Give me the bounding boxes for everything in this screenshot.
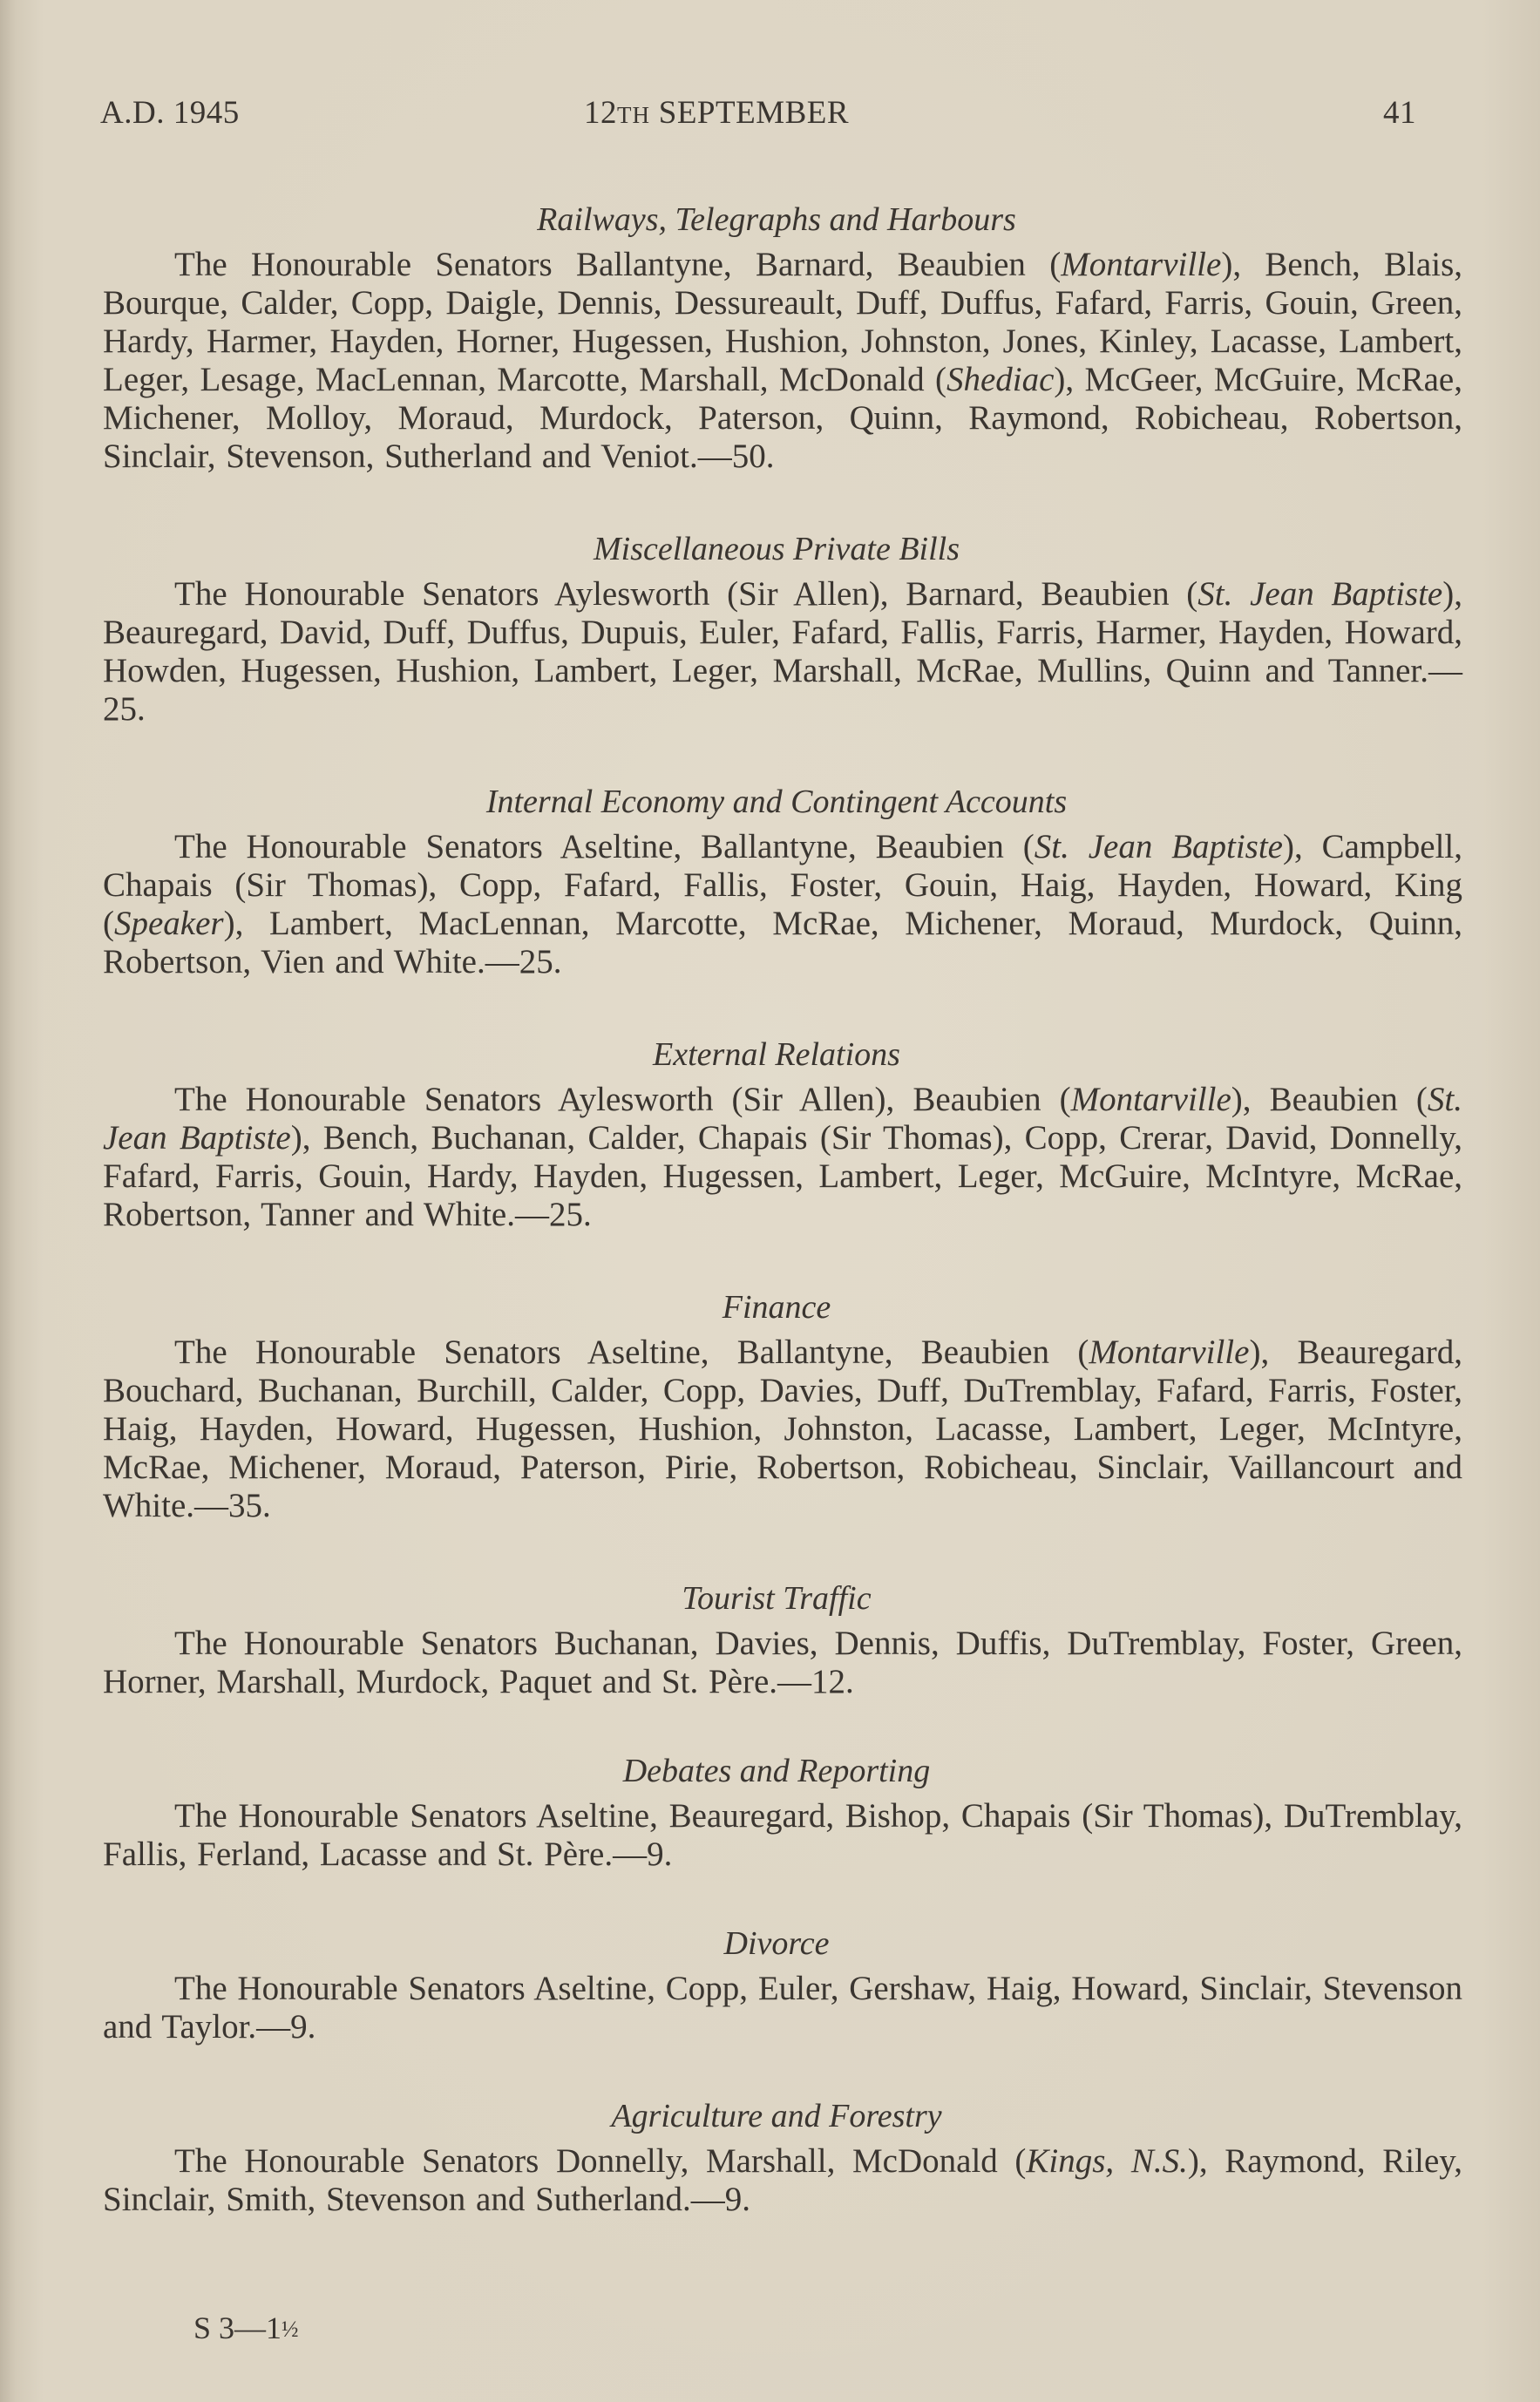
section-members: The Honourable Senators Ballantyne, Barnard, Beaubien (Montarville), Bench, Blais, Bourque, Calder, Copp, Daigle, Dennis, Dessureault, Duff, Duffus, Fafard, Farris, Gouin, Green, Hardy, Harmer, Hayden, Horner, Hugessen, Hushion, Johnston, Jones, Kinley, Lacasse, Lambert, Leger, Lesage, MacLennan, Marcotte, Marshall, McDonald (Shediac), McGeer, McGuire, McRae, Michener, Molloy, Moraud, Murdock, Paterson, Quinn, Raymond, Robicheau, Robertson, Sinclair, Stevenson, Sutherland and Veniot.—50.	[103, 246, 1463, 475]
section-members: The Honourable Senators Aseltine, Beauregard, Bishop, Chapais (Sir Thomas), DuTremblay, Fallis, Ferland, Lacasse and St. Père.—9.	[103, 1797, 1462, 1873]
committee-section	[103, 1286, 1462, 1525]
header-date-month: SEPTEMBER	[658, 95, 850, 131]
section-heading: Agriculture and Forestry	[611, 2098, 942, 2134]
header-date	[584, 94, 849, 132]
committee-section	[103, 781, 1462, 981]
committee-section	[103, 1750, 1462, 1874]
signature-mark: S 3—1	[193, 2310, 282, 2345]
committee-list	[103, 199, 1462, 2219]
section-members: The Honourable Senators Aseltine, Ballantyne, Beaubien (Montarville), Beauregard, Bouchard, Buchanan, Burchill, Calder, Copp, Davies, Duff, DuTremblay, Fafard, Farris, Foster, Haig, Hayden, Howard, Hugessen, Hushion, Johnston, Lacasse, Lambert, Leger, McIntyre, McRae, Michener, Moraud, Paterson, Pirie, Robertson, Robicheau, Sinclair, Vaillancourt and White.—35.	[103, 1333, 1462, 1524]
page-number: 41	[1383, 95, 1416, 131]
section-heading: Miscellaneous Private Bills	[593, 531, 960, 567]
committee-section	[103, 1923, 1462, 2046]
committee-section	[103, 2095, 1462, 2219]
header-year: A.D. 1945	[100, 95, 240, 131]
section-members: The Honourable Senators Donnelly, Marshall, McDonald (Kings, N.S.), Raymond, Riley, Sinclair, Smith, Stevenson and Sutherland.—9.	[103, 2142, 1462, 2218]
committee-section	[103, 1578, 1462, 1701]
section-members: The Honourable Senators Aseltine, Ballantyne, Beaubien (St. Jean Baptiste), Campbell, Chapais (Sir Thomas), Copp, Fafard, Fallis, Foster, Gouin, Haig, Hayden, Howard, King (Speaker), Lambert, MacLennan, Marcotte, McRae, Michener, Moraud, Murdock, Quinn, Robertson, Vien and White.—25.	[103, 828, 1462, 980]
section-members: The Honourable Senators Buchanan, Davies, Dennis, Duffis, DuTremblay, Foster, Green, Horner, Marshall, Murdock, Paquet and St. Père.—12.	[103, 1625, 1462, 1700]
section-members: The Honourable Senators Aylesworth (Sir Allen), Barnard, Beaubien (St. Jean Baptiste), Beauregard, David, Duff, Duffus, Dupuis, Euler, Fafard, Fallis, Farris, Harmer, Hayden, Howard, Howden, Hugessen, Hushion, Lambert, Leger, Marshall, McRae, Mullins, Quinn and Tanner.—25.	[103, 575, 1462, 728]
section-heading: Debates and Reporting	[622, 1753, 931, 1789]
header-date-day: 12	[584, 95, 617, 131]
section-heading: Railways, Telegraphs and Harbours	[537, 201, 1016, 238]
section-members: The Honourable Senators Aseltine, Copp, Euler, Gershaw, Haig, Howard, Sinclair, Stevenson and Taylor.—9.	[103, 1970, 1462, 2046]
section-heading: Finance	[722, 1289, 831, 1326]
section-members: The Honourable Senators Aylesworth (Sir Allen), Beaubien (Montarville), Beaubien (St. Jean Baptiste), Bench, Buchanan, Calder, Chapais (Sir Thomas), Copp, Crerar, David, Donnelly, Fafard, Farris, Gouin, Hardy, Hayden, Hugessen, Lambert, Leger, McGuire, McIntyre, McRae, Robertson, Tanner and White.—25.	[103, 1081, 1463, 1233]
section-heading: Divorce	[723, 1925, 830, 1962]
printer-signature	[193, 2310, 299, 2346]
section-heading: Tourist Traffic	[682, 1580, 872, 1617]
signature-fraction: ½	[282, 2317, 299, 2342]
committee-section	[103, 528, 1462, 729]
committee-section	[103, 199, 1462, 476]
page-header	[100, 94, 1416, 138]
section-heading: Internal Economy and Contingent Accounts	[485, 784, 1068, 820]
section-heading: External Relations	[653, 1036, 900, 1073]
committee-section	[103, 1034, 1462, 1234]
header-date-suffix: TH	[617, 102, 650, 128]
